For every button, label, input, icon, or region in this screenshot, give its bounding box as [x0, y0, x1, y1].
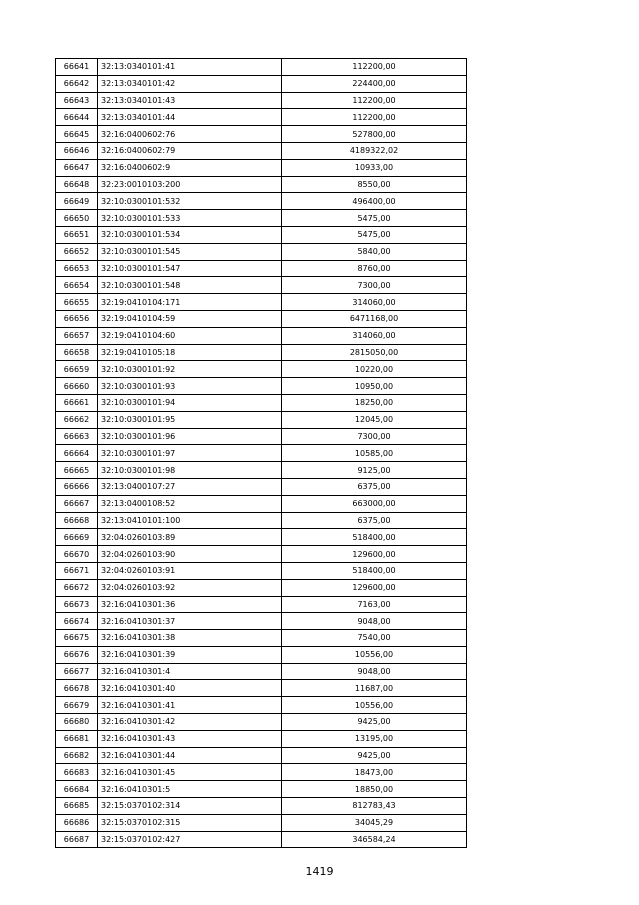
table-row: [56, 109, 467, 126]
cadastral-number-cell: 32:16:0410301:42: [98, 714, 282, 731]
value-cell: 10220,00: [282, 361, 467, 378]
cadastral-number-cell: 32:10:0300101:98: [98, 462, 282, 479]
cadastral-number-cell: 32:13:0340101:44: [98, 109, 282, 126]
table-row: [56, 680, 467, 697]
value-cell: 129600,00: [282, 579, 467, 596]
value-cell: 12045,00: [282, 411, 467, 428]
table-row: [56, 445, 467, 462]
cadastral-number-cell: 32:15:0370102:315: [98, 814, 282, 831]
row-number-cell: 66676: [56, 646, 98, 663]
cadastral-number-cell: 32:13:0400108:52: [98, 495, 282, 512]
cadastral-number-cell: 32:10:0300101:96: [98, 428, 282, 445]
table-row: [56, 378, 467, 395]
cadastral-number-cell: 32:10:0300101:95: [98, 411, 282, 428]
value-cell: 314060,00: [282, 294, 467, 311]
table-row: [56, 126, 467, 143]
table-row: [56, 529, 467, 546]
row-number-cell: 66646: [56, 142, 98, 159]
value-cell: 9425,00: [282, 747, 467, 764]
row-number-cell: 66649: [56, 193, 98, 210]
table-row: [56, 512, 467, 529]
row-number-cell: 66677: [56, 663, 98, 680]
value-cell: 18473,00: [282, 764, 467, 781]
row-number-cell: 66673: [56, 596, 98, 613]
value-cell: 9048,00: [282, 663, 467, 680]
cadastral-number-cell: 32:16:0410301:37: [98, 613, 282, 630]
row-number-cell: 66655: [56, 294, 98, 311]
cadastral-number-cell: 32:16:0400602:76: [98, 126, 282, 143]
table-row: [56, 92, 467, 109]
value-cell: 13195,00: [282, 730, 467, 747]
cadastral-number-cell: 32:10:0300101:532: [98, 193, 282, 210]
cadastral-number-cell: 32:10:0300101:93: [98, 378, 282, 395]
value-cell: 224400,00: [282, 75, 467, 92]
row-number-cell: 66675: [56, 630, 98, 647]
value-cell: 5475,00: [282, 210, 467, 227]
value-cell: 314060,00: [282, 327, 467, 344]
table-row: [56, 344, 467, 361]
cadastral-number-cell: 32:10:0300101:97: [98, 445, 282, 462]
row-number-cell: 66683: [56, 764, 98, 781]
value-cell: 112200,00: [282, 109, 467, 126]
table-row: [56, 394, 467, 411]
value-cell: 5840,00: [282, 243, 467, 260]
cadastral-number-cell: 32:10:0300101:94: [98, 394, 282, 411]
table-row: [56, 159, 467, 176]
cadastral-number-cell: 32:16:0410301:38: [98, 630, 282, 647]
table-row: [56, 781, 467, 798]
row-number-cell: 66664: [56, 445, 98, 462]
table-row: [56, 361, 467, 378]
cadastral-number-cell: 32:16:0400602:79: [98, 142, 282, 159]
cadastral-number-cell: 32:13:0340101:41: [98, 59, 282, 76]
cadastral-number-cell: 32:10:0300101:534: [98, 226, 282, 243]
cadastral-number-cell: 32:19:0410105:18: [98, 344, 282, 361]
cadastral-number-cell: 32:19:0410104:59: [98, 310, 282, 327]
row-number-cell: 66665: [56, 462, 98, 479]
cadastral-number-cell: 32:13:0410101:100: [98, 512, 282, 529]
row-number-cell: 66652: [56, 243, 98, 260]
value-cell: 663000,00: [282, 495, 467, 512]
cadastral-number-cell: 32:04:0260103:91: [98, 562, 282, 579]
table-row: [56, 260, 467, 277]
row-number-cell: 66659: [56, 361, 98, 378]
row-number-cell: 66667: [56, 495, 98, 512]
value-cell: 7300,00: [282, 277, 467, 294]
value-cell: 10950,00: [282, 378, 467, 395]
value-cell: 518400,00: [282, 529, 467, 546]
row-number-cell: 66657: [56, 327, 98, 344]
cadastral-number-cell: 32:15:0370102:314: [98, 798, 282, 815]
cadastral-number-cell: 32:10:0300101:547: [98, 260, 282, 277]
cadastral-number-cell: 32:19:0410104:171: [98, 294, 282, 311]
table-row: [56, 142, 467, 159]
row-number-cell: 66685: [56, 798, 98, 815]
cadastral-number-cell: 32:16:0410301:44: [98, 747, 282, 764]
row-number-cell: 66653: [56, 260, 98, 277]
row-number-cell: 66656: [56, 310, 98, 327]
table-row: [56, 210, 467, 227]
row-number-cell: 66666: [56, 478, 98, 495]
table-row: [56, 243, 467, 260]
row-number-cell: 66686: [56, 814, 98, 831]
cadastral-number-cell: 32:10:0300101:545: [98, 243, 282, 260]
table-row: [56, 411, 467, 428]
value-cell: 4189322,02: [282, 142, 467, 159]
value-cell: 6471168,00: [282, 310, 467, 327]
cadastral-number-cell: 32:19:0410104:60: [98, 327, 282, 344]
row-number-cell: 66660: [56, 378, 98, 395]
cadastral-number-cell: 32:13:0340101:42: [98, 75, 282, 92]
row-number-cell: 66671: [56, 562, 98, 579]
row-number-cell: 66674: [56, 613, 98, 630]
row-number-cell: 66663: [56, 428, 98, 445]
row-number-cell: 66650: [56, 210, 98, 227]
row-number-cell: 66648: [56, 176, 98, 193]
value-cell: 34045,29: [282, 814, 467, 831]
table-row: [56, 646, 467, 663]
row-number-cell: 66658: [56, 344, 98, 361]
table-row: [56, 596, 467, 613]
row-number-cell: 66680: [56, 714, 98, 731]
value-cell: 6375,00: [282, 478, 467, 495]
value-cell: 18250,00: [282, 394, 467, 411]
value-cell: 112200,00: [282, 59, 467, 76]
table-row: [56, 176, 467, 193]
row-number-cell: 66643: [56, 92, 98, 109]
table-row: [56, 630, 467, 647]
value-cell: 5475,00: [282, 226, 467, 243]
table-row: [56, 663, 467, 680]
table-row: [56, 814, 467, 831]
table-row: [56, 747, 467, 764]
cadastral-number-cell: 32:16:0410301:41: [98, 697, 282, 714]
cadastral-number-cell: 32:13:0340101:43: [98, 92, 282, 109]
row-number-cell: 66645: [56, 126, 98, 143]
cadastral-number-cell: 32:10:0300101:548: [98, 277, 282, 294]
value-cell: 11687,00: [282, 680, 467, 697]
table-row: [56, 59, 467, 76]
table-row: [56, 310, 467, 327]
value-cell: 129600,00: [282, 546, 467, 563]
table-row: [56, 764, 467, 781]
table-row: [56, 277, 467, 294]
cadastral-number-cell: 32:16:0410301:45: [98, 764, 282, 781]
table-row: [56, 495, 467, 512]
row-number-cell: 66681: [56, 730, 98, 747]
row-number-cell: 66662: [56, 411, 98, 428]
value-cell: 9425,00: [282, 714, 467, 731]
table-row: [56, 579, 467, 596]
row-number-cell: 66651: [56, 226, 98, 243]
table-row: [56, 428, 467, 445]
value-cell: 10556,00: [282, 697, 467, 714]
table-row: [56, 294, 467, 311]
row-number-cell: 66684: [56, 781, 98, 798]
value-cell: 9048,00: [282, 613, 467, 630]
row-number-cell: 66672: [56, 579, 98, 596]
value-cell: 7300,00: [282, 428, 467, 445]
cadastral-number-cell: 32:04:0260103:92: [98, 579, 282, 596]
cadastral-number-cell: 32:16:0400602:9: [98, 159, 282, 176]
cadastral-number-cell: 32:23:0010103:200: [98, 176, 282, 193]
value-cell: 518400,00: [282, 562, 467, 579]
value-cell: 8760,00: [282, 260, 467, 277]
value-cell: 18850,00: [282, 781, 467, 798]
cadastral-number-cell: 32:16:0410301:43: [98, 730, 282, 747]
table-row: [56, 327, 467, 344]
value-cell: 10556,00: [282, 646, 467, 663]
cadastral-number-cell: 32:13:0400107:27: [98, 478, 282, 495]
value-cell: 112200,00: [282, 92, 467, 109]
row-number-cell: 66661: [56, 394, 98, 411]
table-row: [56, 613, 467, 630]
row-number-cell: 66647: [56, 159, 98, 176]
table-row: [56, 226, 467, 243]
cadastral-number-cell: 32:04:0260103:89: [98, 529, 282, 546]
row-number-cell: 66654: [56, 277, 98, 294]
value-cell: 7163,00: [282, 596, 467, 613]
table-row: [56, 193, 467, 210]
page-number: 1419: [305, 865, 334, 878]
row-number-cell: 66670: [56, 546, 98, 563]
row-number-cell: 66668: [56, 512, 98, 529]
table-row: [56, 75, 467, 92]
row-number-cell: 66679: [56, 697, 98, 714]
cadastral-number-cell: 32:16:0410301:39: [98, 646, 282, 663]
value-cell: 527800,00: [282, 126, 467, 143]
table-row: [56, 730, 467, 747]
table-row: [56, 562, 467, 579]
value-cell: 812783,43: [282, 798, 467, 815]
value-cell: 6375,00: [282, 512, 467, 529]
table-body: [56, 59, 467, 848]
table-row: [56, 478, 467, 495]
row-number-cell: 66669: [56, 529, 98, 546]
value-cell: 7540,00: [282, 630, 467, 647]
row-number-cell: 66641: [56, 59, 98, 76]
table-row: [56, 798, 467, 815]
value-cell: 10933,00: [282, 159, 467, 176]
table-row: [56, 697, 467, 714]
value-cell: 2815050,00: [282, 344, 467, 361]
value-cell: 496400,00: [282, 193, 467, 210]
row-number-cell: 66682: [56, 747, 98, 764]
cadastral-number-cell: 32:16:0410301:5: [98, 781, 282, 798]
row-number-cell: 66687: [56, 831, 98, 848]
table-row: [56, 546, 467, 563]
table-row: [56, 714, 467, 731]
cadastral-number-cell: 32:04:0260103:90: [98, 546, 282, 563]
value-cell: 9125,00: [282, 462, 467, 479]
value-cell: 10585,00: [282, 445, 467, 462]
row-number-cell: 66644: [56, 109, 98, 126]
cadastral-number-cell: 32:16:0410301:4: [98, 663, 282, 680]
cadastral-number-cell: 32:16:0410301:40: [98, 680, 282, 697]
cadastral-number-cell: 32:15:0370102:427: [98, 831, 282, 848]
cadastral-number-cell: 32:10:0300101:533: [98, 210, 282, 227]
table-row: [56, 831, 467, 848]
cadastral-number-cell: 32:10:0300101:92: [98, 361, 282, 378]
value-cell: 346584,24: [282, 831, 467, 848]
table-row: [56, 462, 467, 479]
cadastral-number-cell: 32:16:0410301:36: [98, 596, 282, 613]
data-table: [55, 58, 467, 848]
row-number-cell: 66678: [56, 680, 98, 697]
value-cell: 8550,00: [282, 176, 467, 193]
row-number-cell: 66642: [56, 75, 98, 92]
